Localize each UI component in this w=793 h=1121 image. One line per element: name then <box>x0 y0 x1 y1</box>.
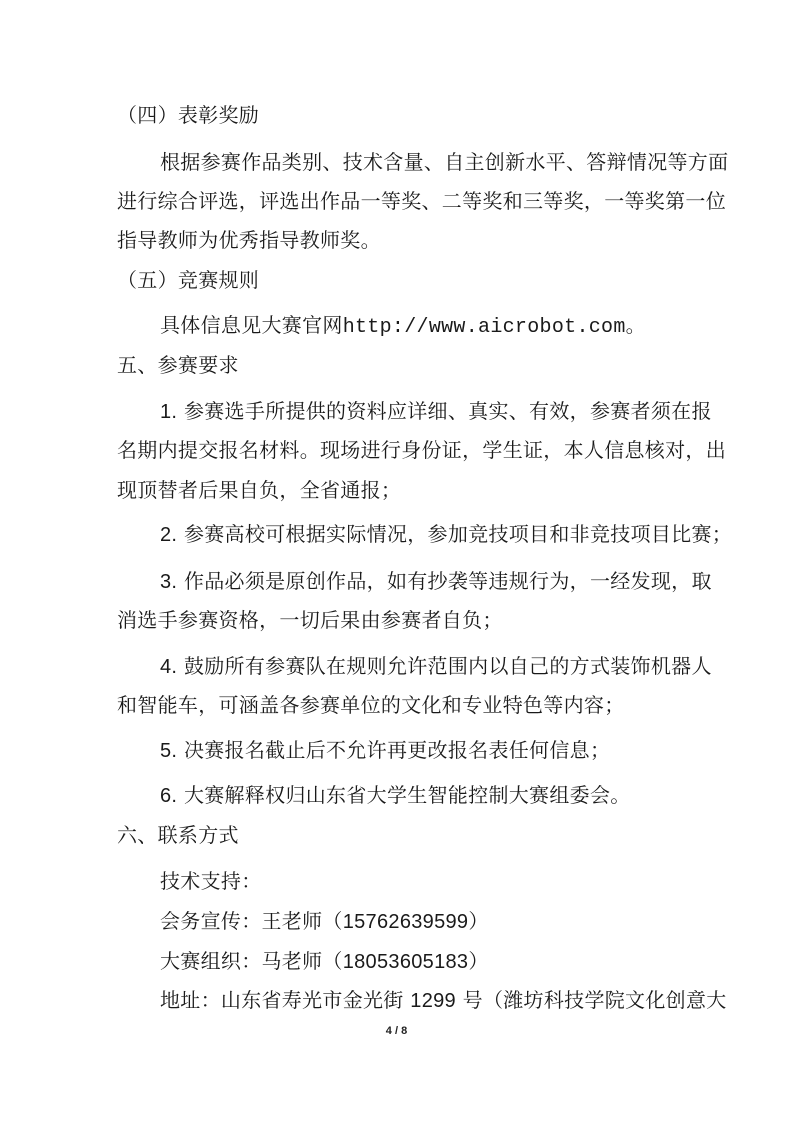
list-text: 鼓励所有参赛队在规则允许范围内以自己的方式装饰机器人 <box>183 654 712 678</box>
list-number: 5. <box>160 740 178 762</box>
paragraph-line: 进行综合评选，评选出作品一等奖、二等奖和三等奖，一等奖第一位 <box>117 189 726 213</box>
list-item <box>160 654 712 679</box>
list-number: 1. <box>160 401 178 423</box>
list-item <box>160 783 631 808</box>
address-rest: 号（潍坊科技学院文化创意大 <box>462 988 727 1012</box>
section-heading-requirements: 五、参赛要求 <box>117 353 239 377</box>
section-heading-awards: （四）表彰奖励 <box>117 103 260 127</box>
list-number: 3. <box>160 571 178 593</box>
contact-label: 会务宣传：王老师（ <box>160 909 343 933</box>
list-text: 参赛选手所提供的资料应详细、真实、有效，参赛者须在报 <box>183 399 712 423</box>
list-text: 大赛解释权归山东省大学生智能控制大赛组委会。 <box>183 783 631 807</box>
section-heading-rules: （五）竞赛规则 <box>117 268 260 292</box>
paragraph-line <box>160 313 646 340</box>
website-link[interactable]: http://www.aicrobot.com <box>342 316 626 339</box>
page-indicator: 4 / 8 <box>385 1025 408 1037</box>
contact-label: 大赛组织：马老师（ <box>160 949 343 973</box>
contact-publicity <box>160 909 489 934</box>
list-number: 6. <box>160 785 178 807</box>
address-number: 1299 <box>410 990 456 1012</box>
list-number: 4. <box>160 656 178 678</box>
list-item <box>160 569 712 594</box>
contact-address <box>160 988 727 1013</box>
paragraph-line: 和智能车，可涵盖各参赛单位的文化和专业特色等内容； <box>117 693 625 717</box>
close-paren: ） <box>468 909 489 933</box>
contact-organize <box>160 949 489 974</box>
list-item <box>160 399 712 424</box>
contact-tech-support: 技术支持： <box>160 869 262 893</box>
rules-suffix: 。 <box>625 313 646 337</box>
list-item <box>160 738 610 763</box>
phone-number: 15762639599 <box>342 911 469 933</box>
list-text: 参赛高校可根据实际情况，参加竞技项目和非竞技项目比赛； <box>183 522 733 546</box>
paragraph-line: 名期内提交报名材料。现场进行身份证，学生证，本人信息核对，出 <box>117 438 726 462</box>
rules-prefix: 具体信息见大赛官网 <box>160 313 343 337</box>
section-heading-contact: 六、联系方式 <box>117 823 239 847</box>
list-item <box>160 522 732 547</box>
address-label: 地址：山东省寿光市金光街 <box>160 988 404 1012</box>
paragraph-line: 根据参赛作品类别、技术含量、自主创新水平、答辩情况等方面 <box>160 150 729 174</box>
phone-number: 18053605183 <box>342 951 469 973</box>
paragraph-line: 消选手参赛资格，一切后果由参赛者自负； <box>117 608 503 632</box>
list-text: 决赛报名截止后不允许再更改报名表任何信息； <box>183 738 611 762</box>
list-number: 2. <box>160 524 178 546</box>
list-text: 作品必须是原创作品，如有抄袭等违规行为，一经发现，取 <box>183 569 712 593</box>
close-paren: ） <box>468 949 489 973</box>
paragraph-line: 现顶替者后果自负，全省通报； <box>117 478 402 502</box>
paragraph-line: 指导教师为优秀指导教师奖。 <box>117 228 381 252</box>
